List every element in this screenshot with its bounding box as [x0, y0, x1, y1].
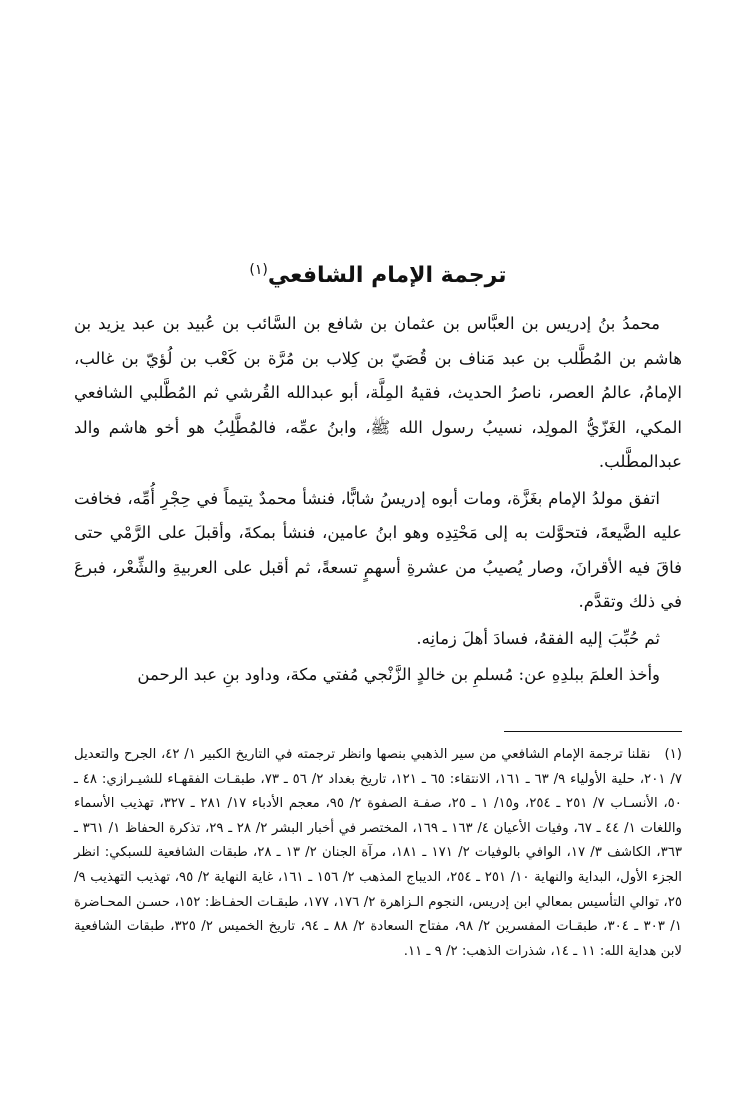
footnote-reference: (١)	[249, 262, 268, 278]
page-title	[0, 250, 756, 296]
paragraph-teachers: وأخذ العلمَ ببلدِهِ عن: مُسلمِ بن خالدٍ الزَّنْجي مُفتي مكة، وداود بنِ عبد الرحمن	[137, 665, 660, 684]
title-text: ترجمة الإمام الشافعي	[267, 263, 507, 288]
paragraph-lineage: محمدُ بنُ إدريس بن العبَّاس بن عثمان بن شافع بن السَّائب بن عُبيد بن عبد يزيد بن هاشم بن المُطَّلب بن عبد مَناف بن قُصَيّ بن كِلاب بن مُرَّة بن كَعْب بن لُؤيّ بن غالب، الإمامُ، عالمُ العصر، ناصرُ الحديث، فقيهُ المِلَّة، أبو عبدالله القُرشي ثم المُطَّلبي الشافعي المكي، الغَزّيُّ المولِد، نسيبُ رسول الله ﷺ، وابنُ عمِّه، فالمُطَّلِبُ هو أخو هاشم والد عبدالمطَّلب.	[74, 314, 682, 471]
footnote-text: نقلنا ترجمة الإمام الشافعي من سير الذهبي بنصها وانظر ترجمته في التاريخ الكبير ١/ ٤٢، الجرح والتعديل ٧/ ٢٠١، حلية الأولياء ٩/ ٦٣ ـ ١٦١، الانتقاء: ٦٥ ـ ١٢١، تاريخ بغداد ٢/ ٥٦ ـ ٧٣، طبقـات الفقهـاء للشيـرازي: ٤٨ ـ ٥٠، الأنسـاب ٧/ ٢٥١ ـ ٢٥٤، و١٥/ ١ ـ ٢٥، صفـة الصفوة ٢/ ٩٥، معجم الأدباء ١٧/ ٢٨١ ـ ٣٢٧، تهذيب الأسماء واللغات ١/ ٤٤ ـ ٦٧، وفيات الأعيان ٤/ ١٦٣ ـ ١٦٩، المختصر في أخبار البشر ٢/ ٢٨ ـ ٢٩، تذكرة الحفاظ ١/ ٣٦١ ـ ٣٦٣، الكاشف ٣/ ١٧، الوافي بالوفيات ٢/ ١٧١ ـ ١٨١، مرآة الجنان ٢/ ١٣ ـ ٢٨، طبقات الشافعية للسبكي: انظر الجزء الأول، البداية والنهاية ١٠/ ٢٥١ ـ ٢٥٤، الديباج المذهب ٢/ ١٥٦ ـ ١٦١، غاية النهاية ٢/ ٩٥، تهذيب التهذيب ٩/ ٢٥، توالي التأسيس بمعالي ابن إدريس، النجوم الـزاهرة ٢/ ١٧٦، ١٧٧، طبقـات الحفـاظ: ١٥٢، حسـن المحـاضرة ١/ ٣٠٣ ـ ٣٠٤، طبقـات المفسرين ٢/ ٩٨، مفتاح السعادة ٢/ ٨٨ ـ ٩٤، تاريخ الخميس ٢/ ٣٢٥، طبقات الشافعية لابن هداية الله: ١١ ـ ١٤، شذرات الذهب: ٢/ ٩ ـ ١١.	[74, 747, 682, 959]
footnote-number: (١)	[664, 747, 682, 762]
paragraph-upbringing: اتفق مولدُ الإمام بغَزَّة، ومات أبوه إدريسُ شابًّا، فنشأ محمدٌ يتيماً في حِجْرِ أُمِّه، فخافت عليه الضَّيعةَ، فتحوَّلت به إلى مَحْتِدِه وهو ابنُ عامين، فنشأ بمكةَ، وأقبلَ على الرَّمْي حتى فاقَ فيه الأقرانَ، وصار يُصيبُ من عشرةِ أسهمٍ تسعةً، ثم أقبل على العربيةِ والشِّعْر، فبرعَ في ذلك وتقدَّم.	[74, 488, 682, 611]
footnote	[74, 743, 682, 964]
paragraph-fiqh: ثم حُبِّبَ إليه الفقهُ، فسادَ أهلَ زمانِه.	[416, 628, 660, 648]
footnote-separator	[504, 731, 682, 732]
body-text	[74, 307, 682, 695]
